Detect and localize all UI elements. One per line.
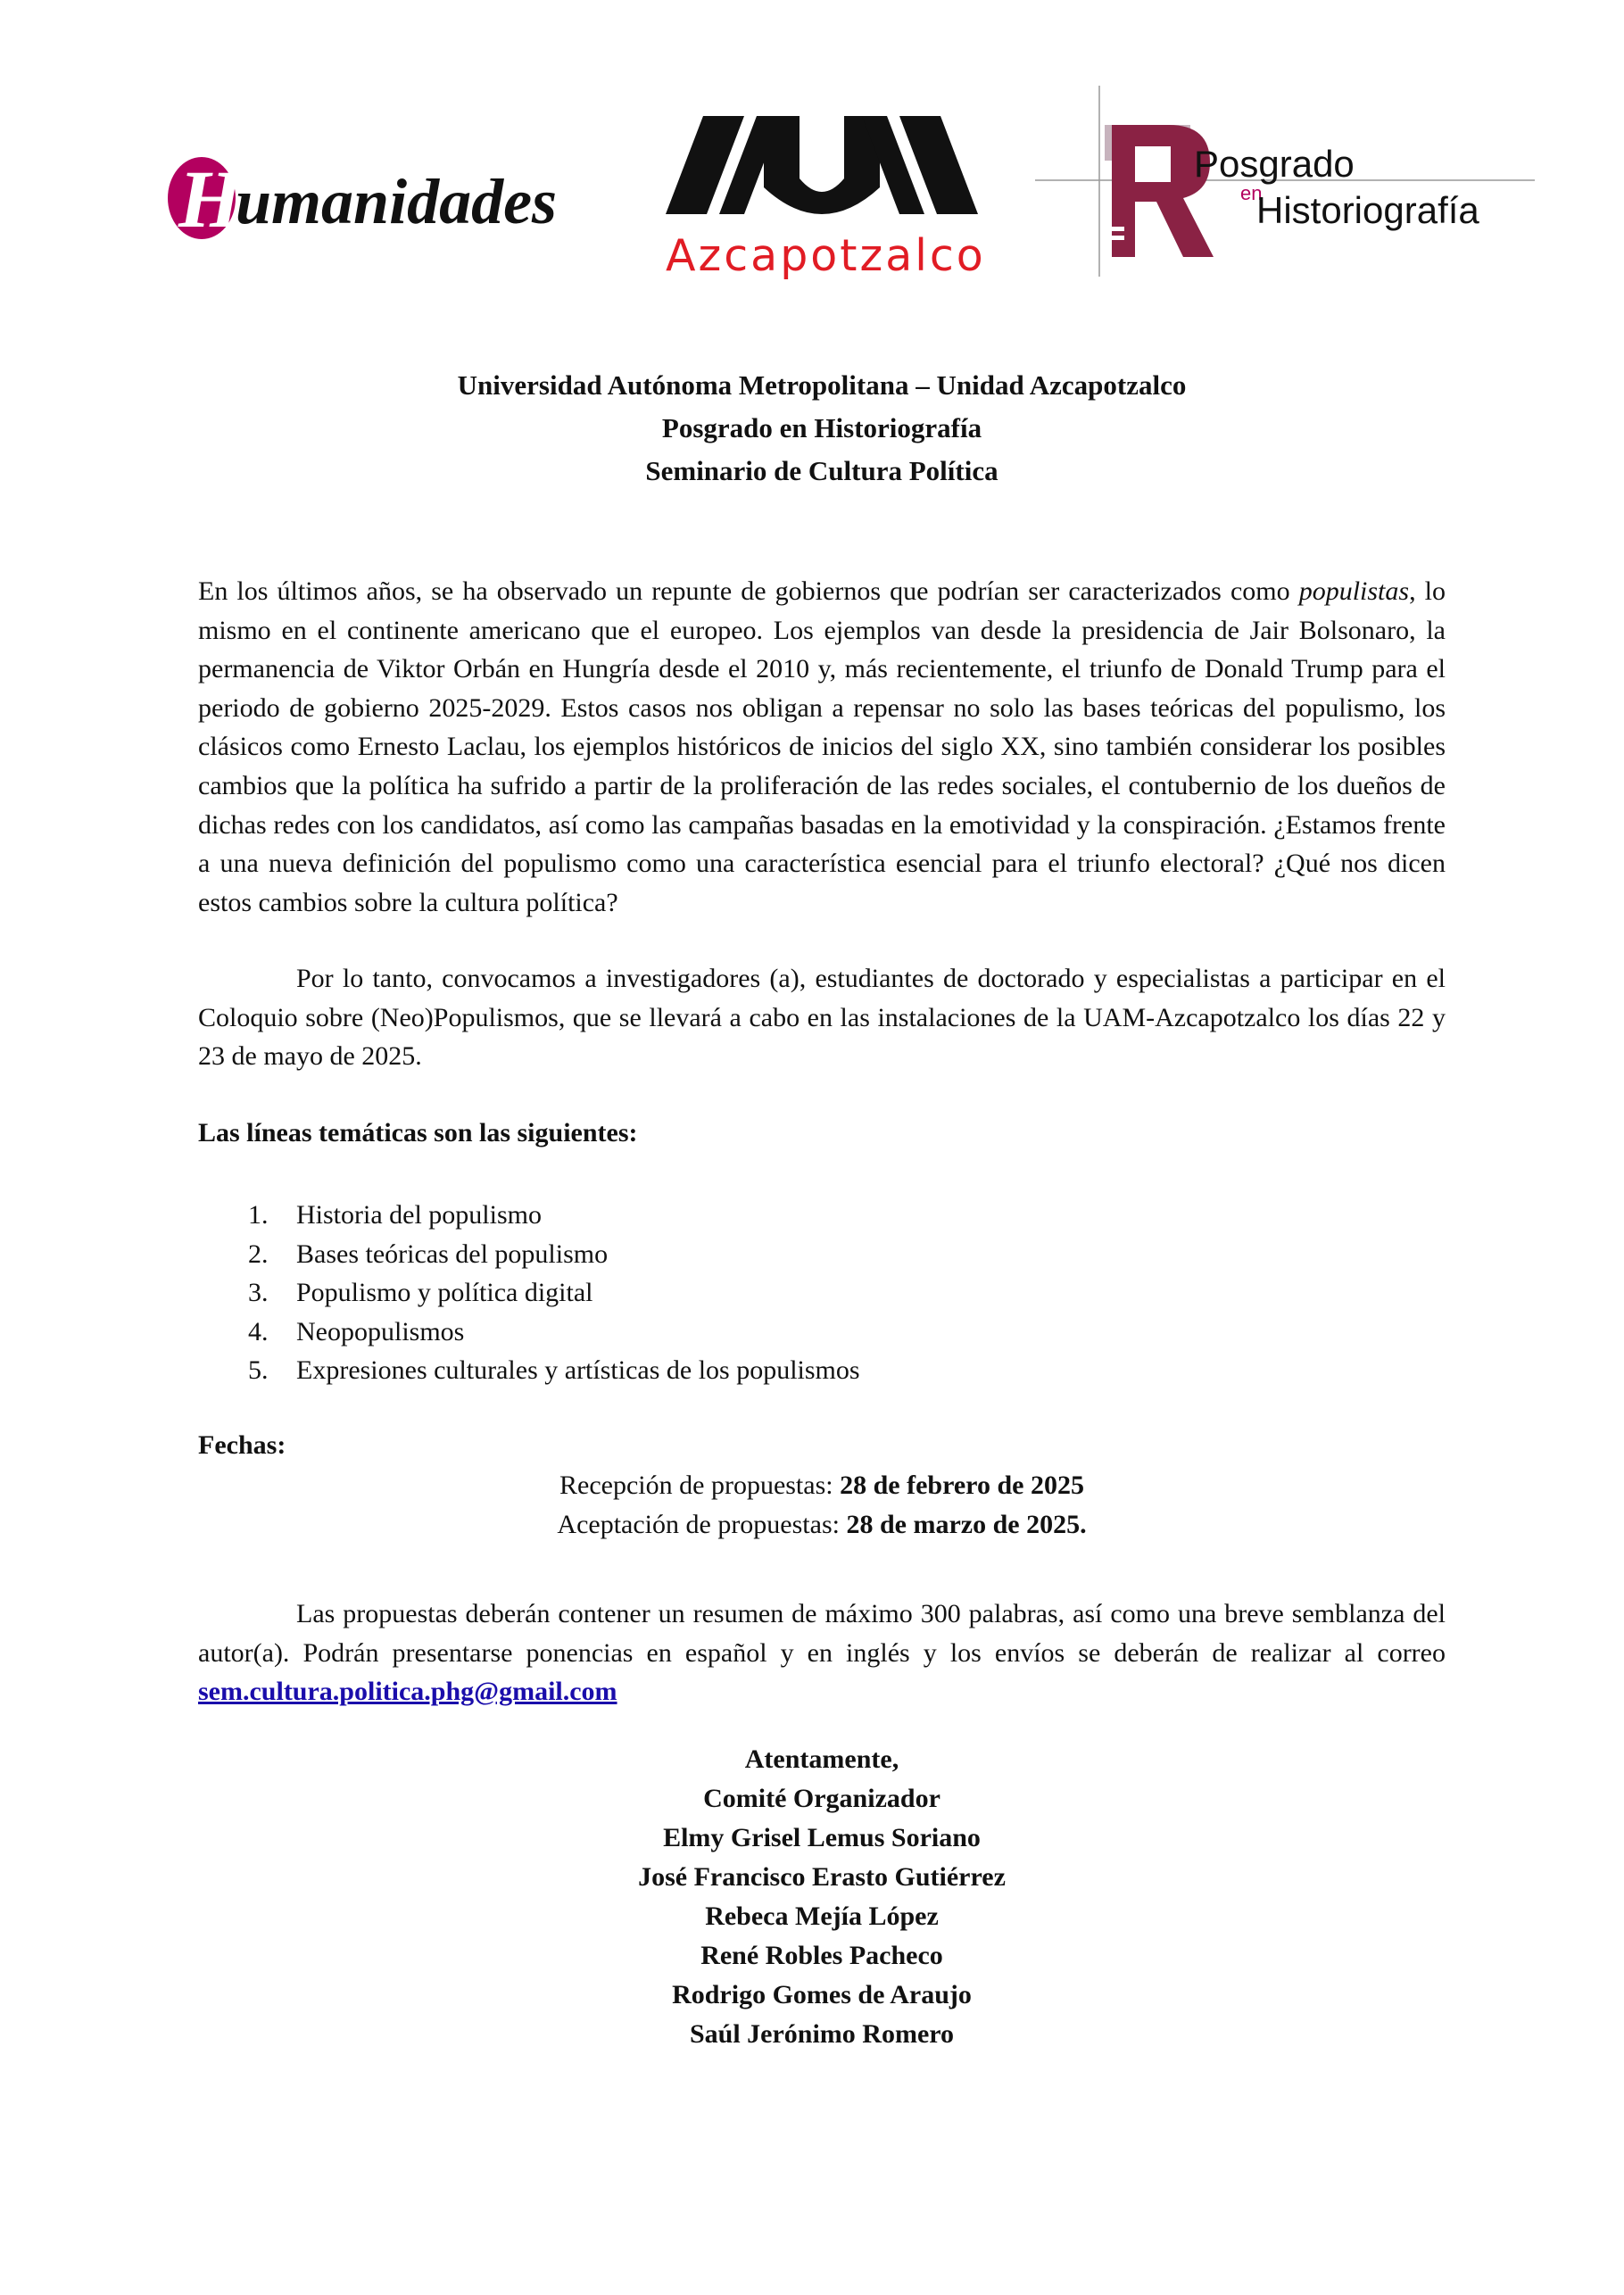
posgrado-historiografia-logo bbox=[1035, 86, 1535, 282]
acceptance-date: 28 de marzo de 2025. bbox=[846, 1510, 1087, 1539]
committee-member: Saúl Jerónimo Romero bbox=[689, 2019, 955, 2049]
proposals-paragraph bbox=[198, 1595, 1446, 1711]
list-item: 1. Historia del populismo bbox=[248, 1200, 542, 1230]
closing: Atentamente, bbox=[744, 1744, 899, 1774]
humanidades-logo bbox=[166, 143, 585, 250]
topics-list bbox=[198, 1196, 1269, 1390]
committee-member: Elmy Grisel Lemus Soriano bbox=[663, 1823, 981, 1852]
header-university: Universidad Autónoma Metropolitana – Unidad Azcapotzalco bbox=[457, 369, 1187, 401]
header-seminar: Seminario de Cultura Política bbox=[645, 455, 998, 486]
document-header bbox=[198, 364, 1446, 493]
dates-heading: Fechas: bbox=[198, 1430, 286, 1460]
intro-part1: En los últimos años, se ha observado un repunte de gobiernos que podrían ser caracterizados como bbox=[198, 576, 1299, 606]
proposals-text: Las propuestas deberán contener un resumen de máximo 300 palabras, así como una breve semblanza del autor(a). Podrán presentarse ponencias en español y en inglés y los envíos se deberán de realizar al correo bbox=[198, 1599, 1446, 1668]
list-item: 3. Populismo y política digital bbox=[248, 1278, 593, 1308]
phg-text-line1: Posgrado bbox=[1194, 143, 1355, 185]
acceptance-label: Aceptación de propuestas: bbox=[557, 1510, 847, 1539]
topics-heading: Las líneas temáticas son las siguientes: bbox=[198, 1118, 638, 1148]
committee-member: Rodrigo Gomes de Araujo bbox=[672, 1980, 972, 2009]
intro-italic-word: populistas bbox=[1298, 576, 1410, 606]
header-program: Posgrado en Historiografía bbox=[661, 412, 982, 443]
signature-block bbox=[198, 1740, 1446, 2054]
uam-azcapotzalco-logo bbox=[666, 116, 986, 286]
committee-member: René Robles Pacheco bbox=[700, 1941, 943, 1970]
reception-date: 28 de febrero de 2025 bbox=[840, 1471, 1084, 1500]
svg-text:umanidades: umanidades bbox=[236, 166, 558, 237]
uam-symbol-icon bbox=[666, 116, 978, 228]
uam-wordmark: Azcapotzalco bbox=[666, 230, 986, 281]
intro-part2: , lo mismo en el continente americano que el europeo. Los ejemplos van desde la presidencia de Jair Bolsonaro, la permanencia de Viktor Orbán en Hungría desde el 2010 y, más recientemente, el triunfo de Donald Trump para el periodo de gobierno 2025-2029. Estos casos nos obligan a repensar no solo las bases teóricas del populismo, los clásicos como Ernesto Laclau, los ejemplos históricos de inicios del siglo XX, sino también considerar los posibles cambios que la política ha sufrido a partir de la proliferación de las redes sociales, el contubernio de los dueños de dichas redes con los candidatos, así como las campañas basadas en la emotividad y la conspiración. ¿Estamos frente a una nueva definición del populismo como una característica esencial para el triunfo electoral? ¿Qué nos dicen estos cambios sobre la cultura política? bbox=[198, 576, 1446, 917]
phg-text-en: en bbox=[1240, 182, 1263, 204]
reception-date-line bbox=[198, 1471, 1446, 1501]
committee-member: Rebeca Mejía López bbox=[705, 1901, 939, 1931]
list-item: 5. Expresiones culturales y artísticas de los populismos bbox=[248, 1355, 860, 1386]
acceptance-date-line bbox=[198, 1510, 1446, 1540]
email-link[interactable]: sem.cultura.politica.phg@gmail.com bbox=[198, 1677, 617, 1707]
list-item: 2. Bases teóricas del populismo bbox=[248, 1239, 609, 1269]
list-item: 4. Neopopulismos bbox=[248, 1316, 465, 1346]
committee-title: Comité Organizador bbox=[703, 1784, 940, 1813]
committee-member: José Francisco Erasto Gutiérrez bbox=[638, 1862, 1006, 1892]
reception-label: Recepción de propuestas: bbox=[559, 1471, 841, 1500]
phg-text-line2: Historiografía bbox=[1256, 189, 1479, 231]
intro-paragraph bbox=[198, 572, 1446, 922]
svg-text:H: H bbox=[178, 153, 243, 244]
call-paragraph: Por lo tanto, convocamos a investigadores (a), estudiantes de doctorado y especialistas a participar en el Coloquio sobre (Neo)Populismos, que se llevará a cabo en las instalaciones de la UAM-Azcapotzalco los días 22 y 23 de mayo de 2025. bbox=[198, 964, 1446, 1072]
